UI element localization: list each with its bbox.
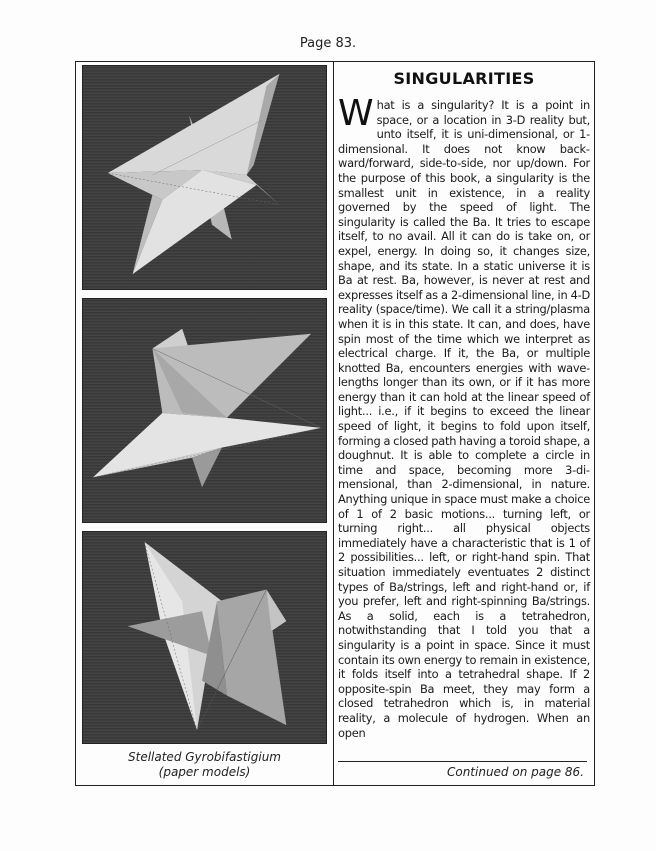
- figure-caption: [76, 750, 333, 780]
- article-body-text: hat is a singularity? It is a point in space, or a location in 3-D reality but, unto itself, it is uni-dimensional, or 1-dimensional. It does not know backward/forward, side-to-side, nor up/down. For the purpose of this book, a singularity is the smallest unit in existence, in a reality governed by the speed of light. The singularity is called the Ba. It tries to escape itself, to no avail. All it can do is take on, or expel, energy. In doing so, it changes size, shape, and its state. In a static universe it is Ba at rest. Ba, however, is never at rest and expresses itself as a 2-dimensional line, in 4-D reality (space/time). We call it a string/plasma when it is in this state. It can, and does, have spin most of the time which we interpret as electrical charge. If it, the Ba, or multiple knotted Ba, encounters energies with wave-lengths longer than its own, or if it has more energy than it can hold at the linear speed of light... i.e., if it begins to exceed the linear speed of light, it begins to fold upon itself, forming a closed path having a toroid shape, a doughnut. It is able to complete a circle in time and space, becoming more 3-dimensional, than 2-dimensional, in nature. Anything unique in space must make a choice of 1 of 2 basic motions... turning left, or turning right... all physical objects immediately have a characteristic that is 1 of 2 possibilities... left, or right-hand spin. That situation immediately eventuates 2 distinct types of Ba/strings, left and right-hand or, if you prefer, left and right-spinning Ba/strings. As a solid, each is a tetrahedron, notwithstanding that I told you that a singularity is a point in space. Since it must contain its own energy to remain in existence, it folds itself into a tetrahedral shape. If 2 opposite-spin Ba meet, they may form a closed tetrahedron which is, in material reality, a molecule of hydrogen. When an open: [338, 98, 590, 740]
- article-spacer: [338, 740, 590, 761]
- photo-stellated-model-2: [82, 298, 327, 523]
- photo-stellated-model-3: [82, 531, 327, 744]
- drop-cap: W: [338, 93, 374, 134]
- caption-subtitle: (paper models): [158, 765, 251, 779]
- article-body: [338, 93, 590, 740]
- column-divider: [333, 62, 334, 785]
- photo-stellated-model-1: [82, 65, 327, 290]
- paper-model-illustration-3: [83, 532, 326, 743]
- page-frame: [75, 61, 595, 786]
- continued-note: Continued on page 86.: [446, 765, 584, 779]
- article: [338, 62, 590, 785]
- footer-rule: [338, 761, 587, 762]
- article-title: SINGULARITIES: [393, 69, 535, 88]
- caption-title: Stellated Gyrobifastigium: [128, 750, 281, 764]
- page-number: Page 83.: [299, 36, 357, 51]
- paper-model-illustration-1: [83, 66, 326, 289]
- paper-model-illustration-2: [83, 299, 326, 522]
